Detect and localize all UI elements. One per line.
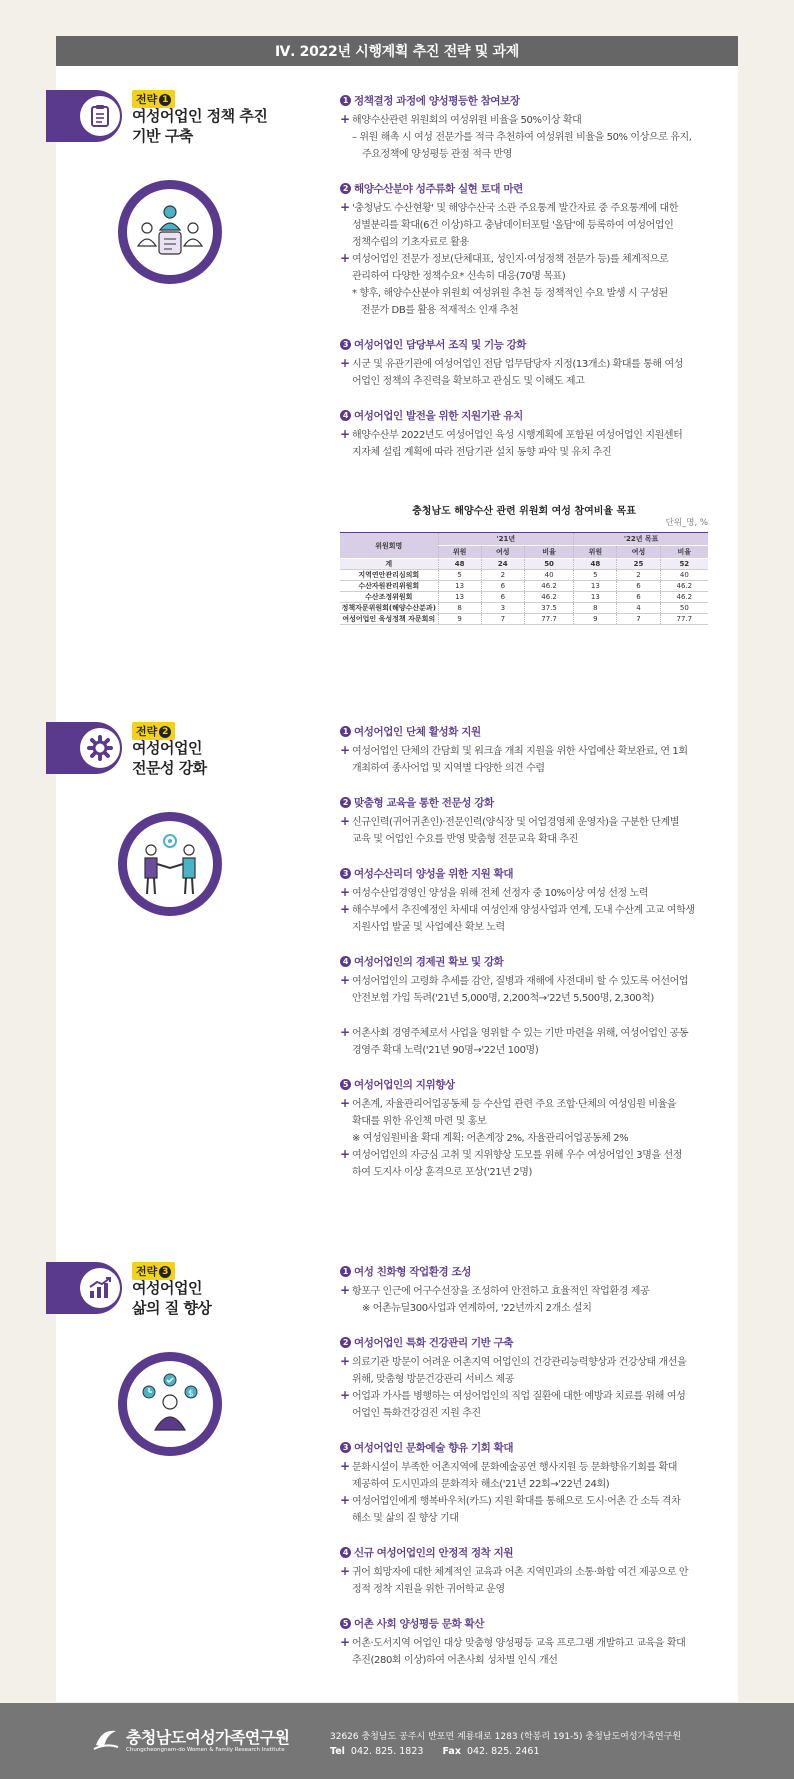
list-item: + 해양수산부 2022년도 여성어업인 육성 시행계획에 포함된 여성어업인 지원센터 지자체 설립 계획에 따라 전담기관 설치 동향 파악 및 유치 추진 [340, 427, 708, 461]
committee-ratio-table [340, 532, 708, 625]
s1-heading-4: 4 여성어업인 발전을 위한 지원기관 유치 [340, 408, 708, 425]
list-item: + 해양수산관련 위원회의 여성위원 비율을 50%이상 확대 [340, 112, 708, 129]
s2-heading-5: 5 여성어업인의 지위향상 [340, 1077, 708, 1094]
table-header: 여성 [481, 546, 524, 559]
strategy-1-badge: 전략 1 [132, 90, 175, 108]
s2-heading-2: 2 맞춤형 교육을 통한 전문성 강화 [340, 795, 708, 812]
table-title: 충청남도 해양수산 관련 위원회 여성 참여비율 목표 [412, 506, 636, 517]
svg-text:$: $ [188, 1389, 194, 1399]
strategy-1-title: 여성어업인 정책 추진 기반 구축 [132, 107, 268, 145]
list-item: + 시군 및 유관기관에 여성어업인 전담 업무담당자 지정(13개소) 확대를 통해 여성 어업인 정책의 추진력을 확보하고 관심도 및 이해도 제고 [340, 356, 708, 390]
s2-heading-4: 4 여성어업인의 경제권 확보 및 강화 [340, 954, 708, 971]
strategy-3-content [340, 1264, 708, 1669]
table-header: 여성 [617, 546, 660, 559]
s1-heading-2: 2 해양수산분야 성주류화 실현 토대 마련 [340, 181, 708, 198]
s2-heading-3: 3 여성수산리더 양성을 위한 지원 확대 [340, 866, 708, 883]
list-item: + 신규인력(귀어귀촌인)·전문인력(양식장 및 어업경영체 운영자)을 구분한 단계별 교육 및 어업인 수요를 반영 맞춤형 전문교육 확대 추진 [340, 814, 708, 848]
list-item: + 여성어업인 단체의 간담회 및 워크숍 개최 지원을 위한 사업예산 확보완료, 연 1회 개최하여 종사어업 및 지역별 다양한 의견 수렴 [340, 743, 708, 777]
table-header: 위원 [438, 546, 481, 559]
institute-name-en: Chungcheongnam-do Women & Family Research Institute [126, 1747, 285, 1753]
s3-heading-2: 2 여성어업인 특화 건강관리 기반 구축 [340, 1335, 708, 1352]
institute-name: 충청남도여성가족연구원 [126, 1728, 290, 1747]
strategy-3-title: 여성어업인 삶의 질 향상 [132, 1279, 212, 1317]
note: * 향후, 해양수산분야 위원회 여성위원 추천 등 정책적인 수요 발생 시 구성된 전문가 DB를 활용 적재적소 인재 추천 [352, 288, 668, 316]
s3-heading-1: 1 여성 친화형 작업환경 조성 [340, 1264, 708, 1281]
s3-heading-5: 5 어촌 사회 양성평등 문화 확산 [340, 1616, 708, 1633]
list-item: + 어촌·도서지역 어업인 대상 맞춤형 양성평등 교육 프로그램 개발하고 교육을 확대 추진(280회 이상)하여 어촌사회 성차별 인식 개선 [340, 1635, 708, 1669]
list-item: + 여성어업인에게 행복바우처(카드) 지원 확대를 통해으로 도시·어촌 간 소득 격차 해소 및 삶의 질 향상 기대 [340, 1493, 708, 1527]
s2-heading-1: 1 여성어업인 단체 활성화 지원 [340, 724, 708, 741]
list-item: + 여성어업인의 고령화 추세를 감안, 질병과 재해에 사전대비 할 수 있도록 어선어업 안전보험 가입 독려('21년 5,000명, 2,200척→'22년 5,500명, 2,300척) [340, 973, 708, 1007]
person-money-icon [118, 1352, 222, 1456]
list-item: + 여성어업인의 자긍심 고취 및 지위향상 도모를 위해 우수 여성어업인 3명을 선정 하여 도지사 이상 훈격으로 포상('21년 2명) [340, 1147, 708, 1181]
list-item: – 위원 해촉 시 여성 전문가를 적극 추천하여 여성위원 비율을 50% 이상으로 유지, 주요정책에 양성평등 관점 적극 반영 [352, 132, 692, 160]
clipboard-icon [80, 96, 120, 136]
note: ※ 여성임원비율 확대 계획: 어촌계장 2%, 자율관리어업공동체 2% [352, 1133, 629, 1144]
growth-chart-icon [80, 1268, 120, 1308]
section-banner: Ⅳ. 2022년 시행계획 추진 전략 및 과제 [56, 36, 738, 66]
table-row: 수산자원관리위원회 13 6 46.2 13 6 46.2 [340, 581, 708, 592]
list-item: + 문화시설이 부족한 어촌지역에 문화예술공연 행사지원 등 문화향유기회를 확대 제공하여 도시민과의 문화격차 해소('21년 22회→'22년 24회) [340, 1459, 708, 1493]
list-item: + 여성어업인 전문가 정보(단체대표, 성인지·여성정책 전문가 등)를 체계적으로 관리하여 다양한 정책수요* 신속히 대응(70명 목표) [340, 251, 708, 285]
address: 32626 충청남도 공주시 반포면 계룡대로 1283 (학봉리 191-5) 충청남도여성가족연구원 [330, 1732, 682, 1742]
strategy-2-badge: 전략 2 [132, 722, 175, 740]
institute-logo-icon [92, 1725, 120, 1753]
table-header: '22년 목표 [574, 533, 708, 546]
handshake-icon [118, 812, 222, 916]
table-header: 위원회명 [340, 533, 438, 559]
contact: Tel 042. 825. 1823 Fax 042. 825. 2461 [330, 1746, 540, 1757]
table-header: 위원 [574, 546, 617, 559]
list-item: + 귀어 희망자에 대한 체계적인 교육과 어촌 지역민과의 소통·화합 여건 제공으로 안 정적 정착 지원을 위한 귀어학교 운영 [340, 1564, 708, 1598]
table-header: 비율 [660, 546, 708, 559]
list-item: + 어촌사회 경영주체로서 사업을 영위할 수 있는 기반 마련을 위해, 여성어업인 공동 경영주 확대 노력('21년 90명→'22년 100명) [340, 1025, 708, 1059]
note: ※ 어촌뉴딜300사업과 연계하여, '22년까지 2개소 설치 [362, 1303, 592, 1314]
list-item: + 해수부에서 추진예정인 차세대 여성인재 양성사업과 연계, 도내 수산계 고교 여학생 지원사업 발굴 및 사업예산 확보 노력 [340, 902, 708, 936]
table-row: 정책자문위원회(해양수산분과) 8 3 37.5 8 4 50 [340, 603, 708, 614]
list-item: + 항포구 인근에 어구수선장을 조성하여 안전하고 효율적인 작업환경 제공 [340, 1283, 708, 1300]
strategy-2-title: 여성어업인 전문성 강화 [132, 739, 207, 777]
list-item: + 어촌계, 자율관리어업공동체 등 수산업 관련 주요 조합·단체의 여성임원 비율을 확대를 위한 유인책 마련 및 홍보 [340, 1096, 708, 1130]
list-item: + '충청남도 수산현황' 및 해양수산국 소관 주요통계 발간자료 중 주요통계에 대한 성별분리를 확대(6건 이상)하고 충남데이터포털 '올담'에 등록하여 여성어업인 정책수립의 기초자료로 활용 [340, 200, 708, 251]
strategy-3-badge: 전략 3 [132, 1262, 175, 1280]
list-item: + 어업과 가사를 병행하는 여성어업인의 직업 질환에 대한 예방과 치료를 위해 여성 어업인 특화건강검진 지원 추진 [340, 1388, 708, 1422]
s1-heading-1: 1 정책결정 과정에 양성평등한 참여보장 [340, 93, 708, 110]
list-item: + 의료기관 방문이 어려운 어촌지역 어업인의 건강관리능력향상과 건강상태 개선을 위해, 맞춤형 방문건강관리 서비스 제공 [340, 1354, 708, 1388]
strategy-2-content [340, 724, 708, 1181]
table-unit: 단위_명, % [665, 518, 708, 528]
table-row: 여성어업인 육성정책 자문회의 9 7 77.7 9 7 77.7 [340, 614, 708, 625]
table-row: 지역연안관리심의회 5 2 40 5 2 40 [340, 570, 708, 581]
table-row: 계 48 24 50 48 25 52 [340, 559, 708, 570]
meeting-people-icon [118, 180, 222, 284]
s3-heading-3: 3 여성어업인 문화예술 향유 기회 확대 [340, 1440, 708, 1457]
gear-icon [80, 728, 120, 768]
strategy-1-content [340, 93, 708, 461]
table-header: '21년 [438, 533, 574, 546]
table-header: 비율 [524, 546, 573, 559]
table-row: 수산조정위원회 13 6 46.2 13 6 46.2 [340, 592, 708, 603]
s3-heading-4: 4 신규 여성어업인의 안정적 정착 지원 [340, 1545, 708, 1562]
s1-heading-3: 3 여성어업인 담당부서 조직 및 기능 강화 [340, 337, 708, 354]
footer [0, 1703, 794, 1779]
list-item: + 여성수산업경영인 양성을 위해 전체 선정자 중 10%이상 여성 선정 노력 [340, 885, 708, 902]
